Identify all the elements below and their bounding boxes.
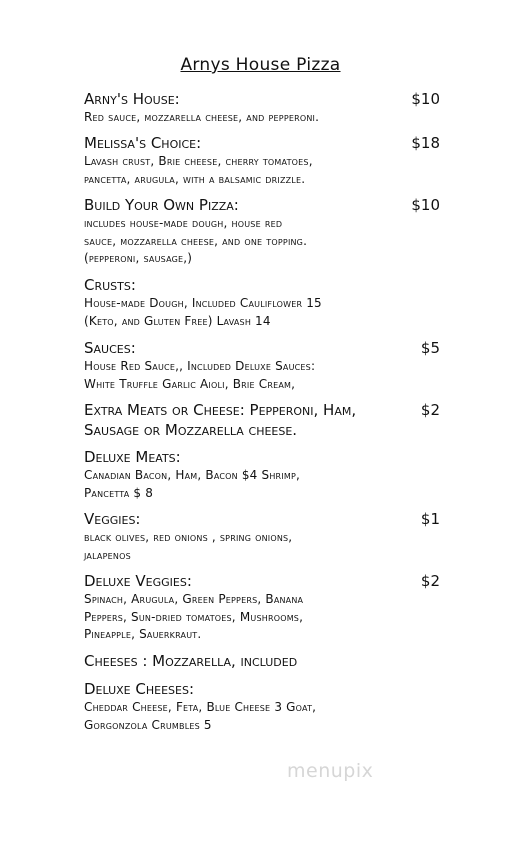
item-description: includes house-made dough, house red bbox=[84, 216, 283, 230]
menu-item-veggies bbox=[84, 509, 440, 564]
item-description: black olives, red onions , spring onions, bbox=[84, 530, 293, 544]
item-name: Deluxe Meats: bbox=[84, 448, 181, 466]
menu-item-deluxe-veggies bbox=[84, 571, 440, 644]
menu-item-extra-meats bbox=[84, 400, 440, 440]
menu-item-melissas-choice bbox=[84, 133, 440, 188]
item-description: Pancetta $ 8 bbox=[84, 485, 154, 500]
item-description: Cheddar Cheese, Feta, Blue Cheese 3 Goat, bbox=[84, 700, 317, 714]
item-name: Cheeses : Mozzarella, included bbox=[84, 652, 298, 670]
item-name: Arny's House: bbox=[84, 90, 180, 108]
item-price: $2 bbox=[420, 572, 440, 590]
item-description: jalapenos bbox=[84, 547, 131, 562]
item-price: $10 bbox=[411, 196, 440, 214]
item-price: $5 bbox=[420, 339, 440, 357]
item-name: Extra Meats or Cheese: Pepperoni, Ham, bbox=[84, 401, 357, 419]
item-description: Pineapple, Sauerkraut. bbox=[84, 627, 202, 641]
item-name: Veggies: bbox=[84, 510, 141, 528]
menu-item-sauces bbox=[84, 338, 440, 393]
item-description: pancetta, arugula, with a balsamic drizzle. bbox=[84, 171, 306, 186]
menupix-watermark: menupix bbox=[287, 760, 374, 782]
item-name: Melissa's Choice: bbox=[84, 134, 202, 152]
item-description: sauce, mozzarella cheese, and one topping. bbox=[84, 233, 308, 248]
menu-item-cheeses bbox=[84, 651, 440, 671]
item-name: Crusts: bbox=[84, 276, 136, 294]
item-description: Gorgonzola Crumbles 5 bbox=[84, 717, 212, 732]
item-description: House-made Dough, Included Cauliflower 15 bbox=[84, 296, 322, 310]
item-price: $2 bbox=[420, 401, 440, 419]
menu-item-build-your-own bbox=[84, 195, 440, 268]
menu-item-deluxe-cheeses bbox=[84, 679, 440, 734]
item-description: Spinach, Arugula, Green Peppers, Banana bbox=[84, 592, 304, 606]
item-name-continued: Sausage or Mozzarella cheese. bbox=[84, 421, 298, 439]
item-name: Deluxe Veggies: bbox=[84, 572, 192, 590]
item-name: Sauces: bbox=[84, 339, 136, 357]
item-description: Red sauce, mozzarella cheese, and pepperoni. bbox=[84, 110, 320, 124]
item-name: Deluxe Cheeses: bbox=[84, 680, 195, 698]
item-description: Lavash crust, Brie cheese, cherry tomatoes, bbox=[84, 154, 313, 168]
menu-title: Arnys House Pizza bbox=[180, 55, 341, 75]
item-price: $1 bbox=[420, 510, 440, 528]
menu-item-crusts bbox=[84, 275, 440, 330]
item-price: $18 bbox=[411, 134, 440, 152]
item-description: Canadian Bacon, Ham, Bacon $4 Shrimp, bbox=[84, 468, 301, 482]
item-description: White Truffle Garlic Aioli, Brie Cream, bbox=[84, 376, 296, 391]
item-name: Build Your Own Pizza: bbox=[84, 196, 239, 214]
item-description: House Red Sauce,, Included Deluxe Sauces: bbox=[84, 359, 316, 373]
item-price: $10 bbox=[411, 90, 440, 108]
item-description: Peppers, Sun-dried tomatoes, Mushrooms, bbox=[84, 609, 304, 624]
item-description: (Keto, and Gluten Free) Lavash 14 bbox=[84, 313, 271, 328]
menu-item-arnys-house bbox=[84, 89, 440, 127]
item-description: (pepperoni, sausage,) bbox=[84, 251, 193, 265]
menu-item-deluxe-meats bbox=[84, 447, 440, 502]
